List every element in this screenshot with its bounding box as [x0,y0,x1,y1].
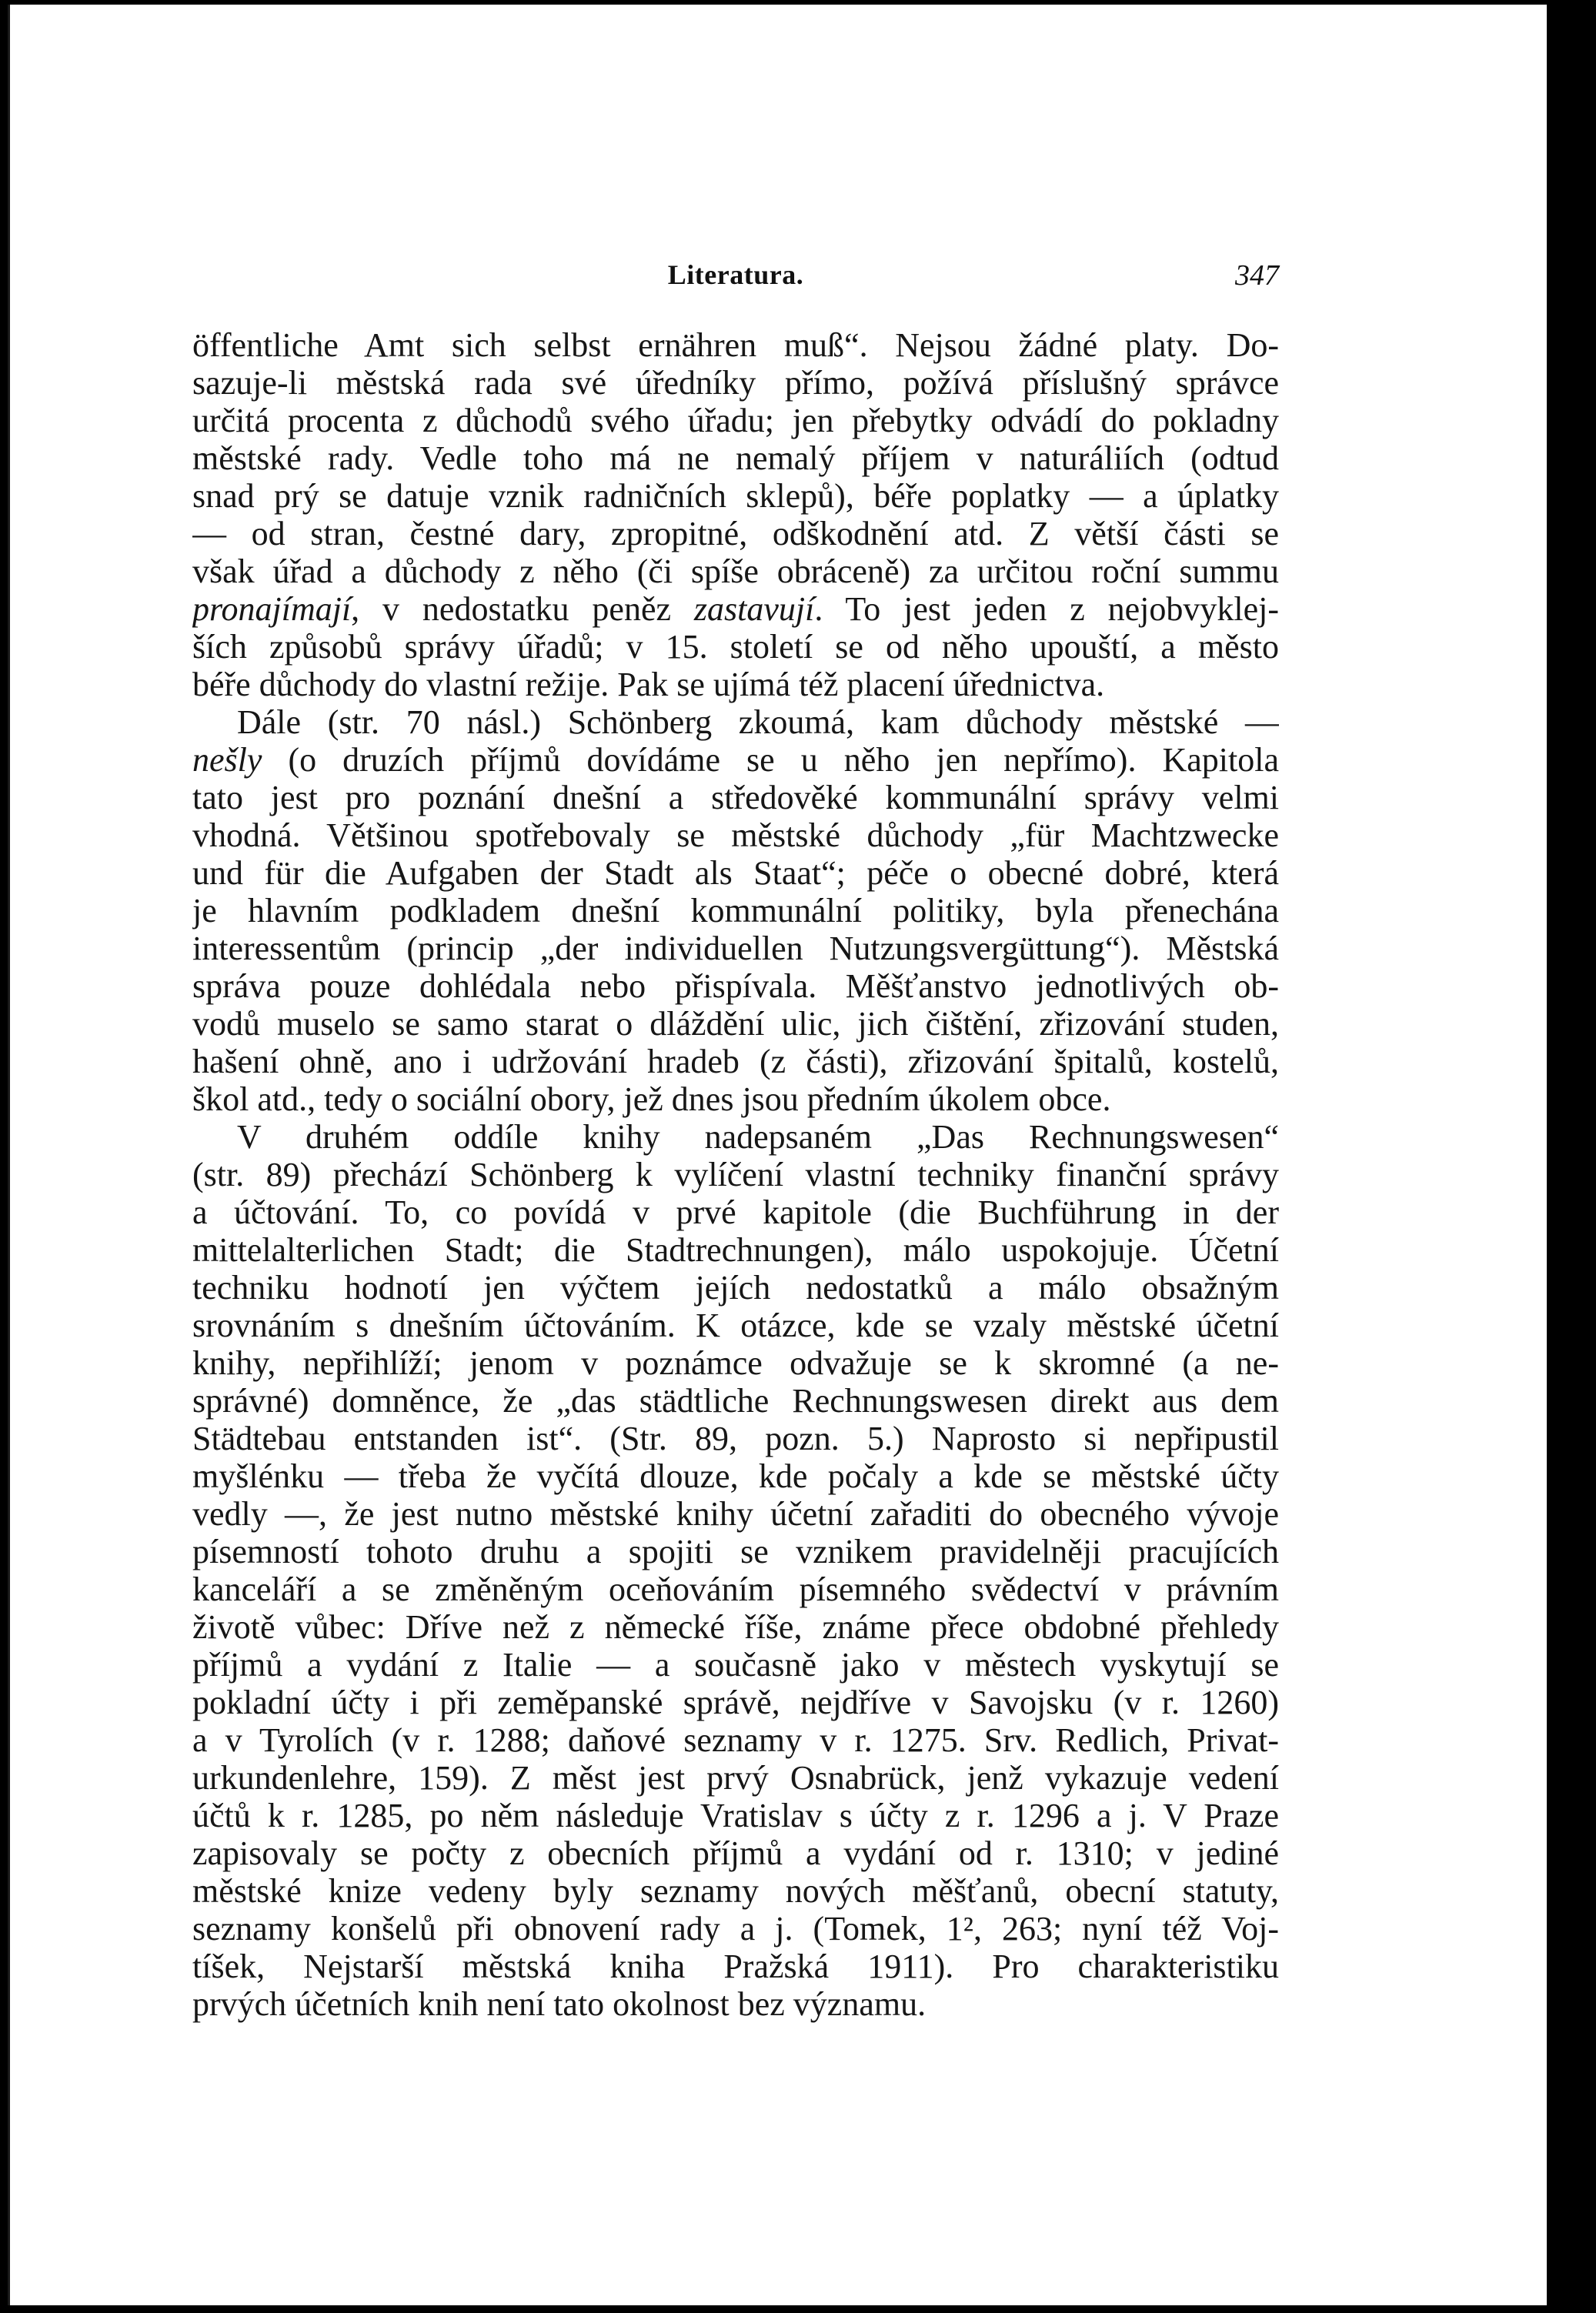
page-edge-shadow [8,5,10,2305]
text-line [192,628,1279,666]
text-line [192,1684,1279,1721]
text-segment: (o druzích příjmů dovídáme se u něho jen nepřímo). Kapitola [262,741,1279,779]
text-line [192,590,1279,628]
text-segment: je hlavním podkladem dnešní kommunální politiky, byla přenechána [192,892,1279,930]
text-line [192,779,1279,816]
text-line [192,1307,1279,1344]
text-segment: urkundenlehre, 159). Z měst jest prvý Osnabrück, jenž vykazuje vedení [192,1759,1279,1797]
text-line [192,1834,1279,1872]
text-segment: městské knize vedeny byly seznamy nových měšťanů, obecní statuty, [192,1872,1279,1910]
text-line [192,1608,1279,1646]
text-segment: prvých účetních knih není tato okolnost bez významu. [192,1985,927,2023]
text-line [192,1156,1279,1193]
text-segment: srovnáním s dnešním účtováním. K otázce, kde se vzaly městské účetní [192,1307,1279,1344]
italic-term: pronajímají [192,590,352,628]
text-segment: mittelalterlichen Stadt; die Stadtrechnungen), málo uspokojuje. Účetní [192,1231,1279,1269]
text-line [192,741,1279,779]
text-segment: kanceláří a se změněným oceňováním písemného svědectví v právním [192,1570,1279,1608]
text-line [192,1005,1279,1043]
text-line [192,326,1279,364]
text-segment: a v Tyrolích (v r. 1288; daňové seznamy v r. 1275. Srv. Redlich, Privat- [192,1721,1279,1759]
text-segment: Dále (str. 70 násl.) Schönberg zkoumá, kam důchody městské — [237,703,1279,741]
text-line [192,1910,1279,1948]
text-line [192,1420,1279,1457]
text-segment: und für die Aufgaben der Stadt als Staat“; péče o obecné dobré, která [192,854,1279,892]
text-segment: ších způsobů správy úřadů; v 15. století se od něho upouští, a město [192,628,1279,666]
text-line [192,666,1279,703]
text-segment: městské rady. Vedle toho má ne nemalý příjem v naturáliích (odtud [192,439,1279,477]
text-line [192,1797,1279,1834]
text-line [192,1382,1279,1420]
page-header [192,259,1279,297]
text-segment: — od stran, čestné dary, zpropitné, odškodnění atd. Z větší části se [192,515,1279,552]
text-line [192,854,1279,892]
text-line [192,1533,1279,1570]
text-line [192,439,1279,477]
text-segment: sazuje-li městská rada své úředníky přímo, požívá příslušný správce [192,364,1279,402]
text-line [192,477,1279,515]
text-line [192,1948,1279,1985]
italic-term: nešly [192,741,262,779]
text-line [192,1495,1279,1533]
text-line [192,1872,1279,1910]
text-segment: pokladní účty i při zeměpanské správě, nejdříve v Savojsku (v r. 1260) [192,1684,1279,1721]
paragraph-first-line [192,1118,1279,1156]
text-segment: knihy, nepřihlíží; jenom v poznámce odvažuje se k skromné (a ne- [192,1344,1279,1382]
text-line [192,552,1279,590]
text-line [192,1570,1279,1608]
text-segment: správné) domněnce, že „das städtliche Rechnungswesen direkt aus dem [192,1382,1279,1420]
text-line [192,816,1279,854]
text-segment: techniku hodnotí jen výčtem jejích nedostatků a málo obsažným [192,1269,1279,1307]
text-segment: určitá procenta z důchodů svého úřadu; jen přebytky odvádí do pokladny [192,402,1279,439]
text-line [192,364,1279,402]
text-line [192,1231,1279,1269]
text-segment: snad prý se datuje vznik radničních sklepů), béře poplatky — a úplatky [192,477,1279,515]
running-title: Literatura. [667,259,804,290]
text-line [192,1344,1279,1382]
text-line [192,1646,1279,1684]
text-segment: V druhém oddíle knihy nadepsaném „Das Rechnungswesen“ [237,1118,1279,1156]
text-line [192,1043,1279,1080]
text-segment: správa pouze dohlédala nebo přispívala. Měšťanstvo jednotlivých ob- [192,967,1279,1005]
text-segment: öffentliche Amt sich selbst ernähren muß“. Nejsou žádné platy. Do- [192,326,1279,364]
text-segment: životě vůbec: Dříve než z německé říše, známe přece obdobné přehledy [192,1608,1279,1646]
text-segment: vodů muselo se samo starat o dláždění ulic, jich čištění, zřizování studen, [192,1005,1279,1043]
text-segment: zapisovaly se počty z obecních příjmů a vydání od r. 1310; v jediné [192,1834,1279,1872]
text-segment: béře důchody do vlastní režije. Pak se ujímá též placení úřednictva. [192,666,1105,703]
text-line [192,930,1279,967]
text-line [192,967,1279,1005]
text-segment: , v nedostatku peněz [351,590,694,628]
text-segment: písemností tohoto druhu a spojiti se vznikem pravidelněji pracujících [192,1533,1279,1570]
body-text [192,326,1279,2023]
text-segment: tato jest pro poznání dnešní a středověké kommunální správy velmi [192,779,1279,816]
text-segment: škol atd., tedy o sociální obory, jež dnes jsou předním úkolem obce. [192,1080,1111,1118]
text-line [192,1269,1279,1307]
text-line [192,1721,1279,1759]
paragraph-first-line [192,703,1279,741]
text-line [192,892,1279,930]
text-line [192,1985,1279,2023]
text-segment: Städtebau entstanden ist“. (Str. 89, pozn. 5.) Naprosto si nepřipustil [192,1420,1279,1457]
text-line [192,1080,1279,1118]
text-segment: účtů k r. 1285, po něm následuje Vratislav s účty z r. 1296 a j. V Praze [192,1797,1279,1834]
text-line [192,402,1279,439]
text-segment: myšlénku — třeba že vyčítá dlouze, kde počaly a kde se městské účty [192,1457,1279,1495]
page-number: 347 [1235,259,1279,292]
italic-term: zastavují [693,590,815,628]
text-line [192,1457,1279,1495]
text-segment: (str. 89) přechází Schönberg k vylíčení vlastní techniky finanční správy [192,1156,1279,1193]
text-segment: seznamy konšelů při obnovení rady a j. (Tomek, 1², 263; nyní též Voj- [192,1910,1279,1948]
text-segment: hašení ohně, ano i udržování hradeb (z části), zřizování špitalů, kostelů, [192,1043,1279,1080]
text-segment: vedly —, že jest nutno městské knihy účetní zařaditi do obecného vývoje [192,1495,1279,1533]
text-line [192,1759,1279,1797]
text-segment: tíšek, Nejstarší městská kniha Pražská 1911). Pro charakteristiku [192,1948,1279,1985]
text-segment: vhodná. Většinou spotřebovaly se městské důchody „für Machtzwecke [192,816,1279,854]
text-segment: interessentům (princip „der individuellen Nutzungsvergüttung“). Městská [192,930,1279,967]
text-segment: a účtování. To, co povídá v prvé kapitole (die Buchführung in der [192,1193,1279,1231]
text-segment: příjmů a vydání z Italie — a současně jako v městech vyskytují se [192,1646,1279,1684]
text-line [192,515,1279,552]
text-line [192,1193,1279,1231]
book-page [8,5,1547,2305]
text-segment: však úřad a důchody z něho (či spíše obráceně) za určitou roční summu [192,552,1279,590]
text-segment: . To jest jeden z nejobvyklej- [814,590,1279,628]
